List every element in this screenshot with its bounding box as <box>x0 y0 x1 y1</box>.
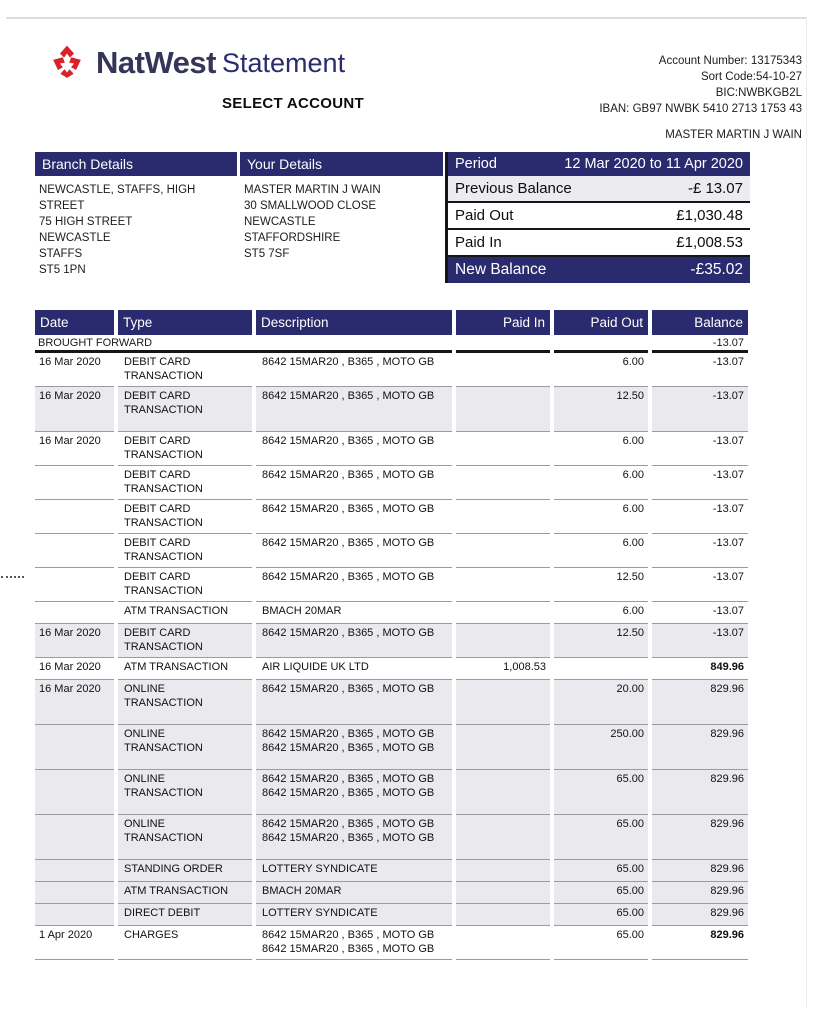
cell-type: ONLINE TRANSACTION <box>118 815 252 860</box>
cell-date: 16 Mar 2020 <box>35 680 114 725</box>
cell-description <box>256 353 452 387</box>
cell-date <box>35 466 114 500</box>
column-header: Balance <box>652 310 748 335</box>
cell-paid-out: 12.50 <box>554 387 648 432</box>
cell-date <box>35 534 114 568</box>
cell-description <box>256 387 452 432</box>
your-details-box <box>240 152 443 283</box>
column-header: Paid In <box>456 310 550 335</box>
cell-paid-in <box>456 926 550 960</box>
cell-paid-out: 250.00 <box>554 725 648 770</box>
details-section <box>35 152 750 283</box>
cell-paid-out: 6.00 <box>554 534 648 568</box>
account-info-line: IBAN: GB97 NWBK 5410 2713 1753 43 <box>599 103 802 115</box>
table-row <box>35 926 748 960</box>
account-type-label: SELECT ACCOUNT <box>222 95 364 112</box>
cell-paid-out: 65.00 <box>554 770 648 815</box>
header <box>47 44 216 82</box>
cell-description <box>256 860 452 882</box>
table-row <box>35 680 748 725</box>
table-row <box>35 860 748 882</box>
table-row <box>35 534 748 568</box>
summary-row-value: £1,030.48 <box>676 207 743 224</box>
cell-type: DEBIT CARD TRANSACTION <box>118 500 252 534</box>
description-line: 8642 15MAR20 , B365 , MOTO GB <box>262 942 435 955</box>
cell-paid-out: 6.00 <box>554 353 648 387</box>
address-line: STAFFORDSHIRE <box>244 232 341 244</box>
cell-paid-out: 65.00 <box>554 926 648 960</box>
brand-wordmark: NatWest <box>96 45 216 80</box>
description-line: 8642 15MAR20 , B365 , MOTO GB <box>262 773 435 785</box>
cell-type: ONLINE TRANSACTION <box>118 725 252 770</box>
description-line: 8642 15MAR20 , B365 , MOTO GB <box>262 831 435 844</box>
cell-paid-in <box>456 602 550 624</box>
cell-type: DEBIT CARD TRANSACTION <box>118 466 252 500</box>
cell-type: ATM TRANSACTION <box>118 882 252 904</box>
address-line: STAFFS <box>39 248 83 260</box>
summary-row <box>448 176 750 203</box>
cell-description <box>256 602 452 624</box>
cell-paid-in <box>456 770 550 815</box>
table-row <box>35 882 748 904</box>
cell-type: CHARGES <box>118 926 252 960</box>
cell-paid-in <box>456 860 550 882</box>
cell-description <box>256 568 452 602</box>
description-line: 8642 15MAR20 , B365 , MOTO GB <box>262 929 435 941</box>
cell-date <box>35 904 114 926</box>
your-details-title: Your Details <box>240 152 443 176</box>
table-row <box>35 624 748 658</box>
cell-paid-out: 65.00 <box>554 815 648 860</box>
cell-date <box>35 860 114 882</box>
cell-paid-in <box>456 568 550 602</box>
address-line: NEWCASTLE <box>244 216 316 228</box>
address-line: ST5 7SF <box>244 248 290 260</box>
cell-balance: 829.96 <box>652 680 748 725</box>
table-row <box>35 500 748 534</box>
cell-paid-out: 20.00 <box>554 680 648 725</box>
new-balance-value: -£35.02 <box>690 261 743 278</box>
table-row <box>35 432 748 466</box>
cell-type: ONLINE TRANSACTION <box>118 680 252 725</box>
column-header: Type <box>118 310 252 335</box>
cell-type: ONLINE TRANSACTION <box>118 770 252 815</box>
your-details-lines <box>240 176 443 262</box>
cell-balance: 829.96 <box>652 725 748 770</box>
page-top-border <box>6 17 807 19</box>
new-balance-label: New Balance <box>455 261 547 278</box>
brought-forward-row <box>35 335 748 353</box>
brought-forward-balance: -13.07 <box>652 335 748 353</box>
address-line: ST5 1PN <box>39 264 86 276</box>
summary-row-value: -£ 13.07 <box>687 180 743 197</box>
brought-forward-label: BROUGHT FORWARD <box>35 335 452 353</box>
description-line: BMACH 20MAR <box>262 885 342 897</box>
cell-balance: -13.07 <box>652 568 748 602</box>
summary-row-label: Paid Out <box>455 207 514 224</box>
table-row <box>35 602 748 624</box>
cell-paid-in <box>456 534 550 568</box>
period-summary-box <box>445 152 750 283</box>
cell-date <box>35 568 114 602</box>
cell-balance: -13.07 <box>652 602 748 624</box>
column-header: Date <box>35 310 114 335</box>
cell-description <box>256 815 452 860</box>
natwest-chevrons-icon <box>47 44 87 82</box>
cell-paid-out: 6.00 <box>554 432 648 466</box>
cell-paid-out: 12.50 <box>554 624 648 658</box>
description-line: 8642 15MAR20 , B365 , MOTO GB <box>262 728 435 740</box>
cell-paid-in <box>456 815 550 860</box>
table-header-row <box>35 310 748 335</box>
cell-description <box>256 904 452 926</box>
summary-rows <box>448 176 750 257</box>
cell-type: DIRECT DEBIT <box>118 904 252 926</box>
address-line: MASTER MARTIN J WAIN <box>244 184 381 196</box>
cell-balance: -13.07 <box>652 500 748 534</box>
transaction-table <box>35 310 748 960</box>
table-row <box>35 387 748 432</box>
cell-paid-in <box>456 882 550 904</box>
cell-description <box>256 624 452 658</box>
description-line: 8642 15MAR20 , B365 , MOTO GB <box>262 435 435 447</box>
cell-paid-in: 1,008.53 <box>456 658 550 680</box>
cell-balance: 829.96 <box>652 926 748 960</box>
cell-date: 16 Mar 2020 <box>35 432 114 466</box>
cell-description <box>256 882 452 904</box>
cell-paid-in <box>456 387 550 432</box>
cell-balance: -13.07 <box>652 387 748 432</box>
natwest-logo <box>47 44 216 82</box>
period-bar <box>448 152 750 176</box>
branch-details-title: Branch Details <box>35 152 237 176</box>
address-line: NEWCASTLE <box>39 232 111 244</box>
cell-paid-out: 65.00 <box>554 882 648 904</box>
cell-balance: 829.96 <box>652 904 748 926</box>
description-line: LOTTERY SYNDICATE <box>262 863 378 875</box>
table-row <box>35 466 748 500</box>
cell-paid-in <box>456 353 550 387</box>
cell-paid-out: 6.00 <box>554 500 648 534</box>
statement-title-block <box>222 48 364 112</box>
page-right-border <box>806 17 807 1007</box>
cell-paid-in <box>456 624 550 658</box>
summary-row-label: Previous Balance <box>455 180 572 197</box>
summary-row-value: £1,008.53 <box>676 234 743 251</box>
table-row <box>35 904 748 926</box>
description-line: 8642 15MAR20 , B365 , MOTO GB <box>262 571 435 583</box>
cell-balance: 829.96 <box>652 770 748 815</box>
cell-description <box>256 466 452 500</box>
cell-balance: -13.07 <box>652 466 748 500</box>
period-label: Period <box>455 156 497 172</box>
description-line: 8642 15MAR20 , B365 , MOTO GB <box>262 356 435 368</box>
cell-paid-in <box>456 432 550 466</box>
description-line: 8642 15MAR20 , B365 , MOTO GB <box>262 818 435 830</box>
cell-description <box>256 658 452 680</box>
cell-type: STANDING ORDER <box>118 860 252 882</box>
summary-row <box>448 203 750 230</box>
table-row <box>35 725 748 770</box>
summary-row <box>448 230 750 257</box>
cell-description <box>256 534 452 568</box>
summary-row-label: Paid In <box>455 234 502 251</box>
cell-description <box>256 725 452 770</box>
column-header: Description <box>256 310 452 335</box>
description-line: 8642 15MAR20 , B365 , MOTO GB <box>262 537 435 549</box>
cell-date: 16 Mar 2020 <box>35 353 114 387</box>
table-row <box>35 568 748 602</box>
cell-type: DEBIT CARD TRANSACTION <box>118 353 252 387</box>
cell-paid-out: 6.00 <box>554 602 648 624</box>
description-line: 8642 15MAR20 , B365 , MOTO GB <box>262 469 435 481</box>
account-holder-name: MASTER MARTIN J WAIN <box>665 129 802 141</box>
cell-date: 16 Mar 2020 <box>35 387 114 432</box>
cell-balance: -13.07 <box>652 432 748 466</box>
transaction-rows <box>35 353 748 960</box>
address-line: NEWCASTLE, STAFFS, HIGH STREET <box>39 184 196 212</box>
cell-paid-in <box>456 466 550 500</box>
statement-title: Statement <box>222 48 346 78</box>
address-line: 75 HIGH STREET <box>39 216 133 228</box>
cell-date: 1 Apr 2020 <box>35 926 114 960</box>
cell-date <box>35 500 114 534</box>
period-value: 12 Mar 2020 to 11 Apr 2020 <box>564 156 743 172</box>
account-info-line: Account Number: 13175343 <box>658 55 802 67</box>
cell-paid-in <box>456 725 550 770</box>
table-row <box>35 770 748 815</box>
cell-description <box>256 926 452 960</box>
cell-paid-in <box>456 680 550 725</box>
cell-balance: -13.07 <box>652 624 748 658</box>
cell-balance: -13.07 <box>652 534 748 568</box>
cell-type: DEBIT CARD TRANSACTION <box>118 624 252 658</box>
cell-paid-out: 6.00 <box>554 466 648 500</box>
cell-paid-out: 12.50 <box>554 568 648 602</box>
cell-description <box>256 680 452 725</box>
cell-description <box>256 432 452 466</box>
cell-date <box>35 725 114 770</box>
description-line: 8642 15MAR20 , B365 , MOTO GB <box>262 503 435 515</box>
cell-paid-in <box>456 500 550 534</box>
cell-date <box>35 815 114 860</box>
cell-date <box>35 882 114 904</box>
cell-balance: -13.07 <box>652 353 748 387</box>
cell-paid-in <box>456 904 550 926</box>
cell-balance: 829.96 <box>652 815 748 860</box>
address-line: 30 SMALLWOOD CLOSE <box>244 200 377 212</box>
description-line: 8642 15MAR20 , B365 , MOTO GB <box>262 741 435 754</box>
description-line: 8642 15MAR20 , B365 , MOTO GB <box>262 683 435 695</box>
cell-balance: 849.96 <box>652 658 748 680</box>
table-row <box>35 353 748 387</box>
cell-type: DEBIT CARD TRANSACTION <box>118 432 252 466</box>
description-line: AIR LIQUIDE UK LTD <box>262 661 369 673</box>
cell-type: DEBIT CARD TRANSACTION <box>118 534 252 568</box>
cell-paid-out: 65.00 <box>554 860 648 882</box>
column-header: Paid Out <box>554 310 648 335</box>
cell-paid-out: 65.00 <box>554 904 648 926</box>
cell-balance: 829.96 <box>652 882 748 904</box>
cell-description <box>256 500 452 534</box>
description-line: BMACH 20MAR <box>262 605 342 617</box>
cell-type: ATM TRANSACTION <box>118 658 252 680</box>
cell-type: DEBIT CARD TRANSACTION <box>118 568 252 602</box>
table-row <box>35 658 748 680</box>
cell-paid-out <box>554 658 648 680</box>
description-line: 8642 15MAR20 , B365 , MOTO GB <box>262 390 435 402</box>
cell-date: 16 Mar 2020 <box>35 624 114 658</box>
table-row <box>35 815 748 860</box>
cell-balance: 829.96 <box>652 860 748 882</box>
cell-type: DEBIT CARD TRANSACTION <box>118 387 252 432</box>
cell-date <box>35 770 114 815</box>
description-line: LOTTERY SYNDICATE <box>262 907 378 919</box>
new-balance-bar <box>448 257 750 283</box>
account-info <box>599 53 802 117</box>
cell-date: 16 Mar 2020 <box>35 658 114 680</box>
cell-description <box>256 770 452 815</box>
branch-details-box <box>35 152 237 283</box>
fold-mark <box>1 576 24 578</box>
account-info-line: BIC:NWBKGB2L <box>715 87 802 99</box>
cell-type: ATM TRANSACTION <box>118 602 252 624</box>
branch-details-lines <box>35 176 237 278</box>
cell-date <box>35 602 114 624</box>
account-info-line: Sort Code:54-10-27 <box>700 71 802 83</box>
description-line: 8642 15MAR20 , B365 , MOTO GB <box>262 627 435 639</box>
description-line: 8642 15MAR20 , B365 , MOTO GB <box>262 786 435 799</box>
